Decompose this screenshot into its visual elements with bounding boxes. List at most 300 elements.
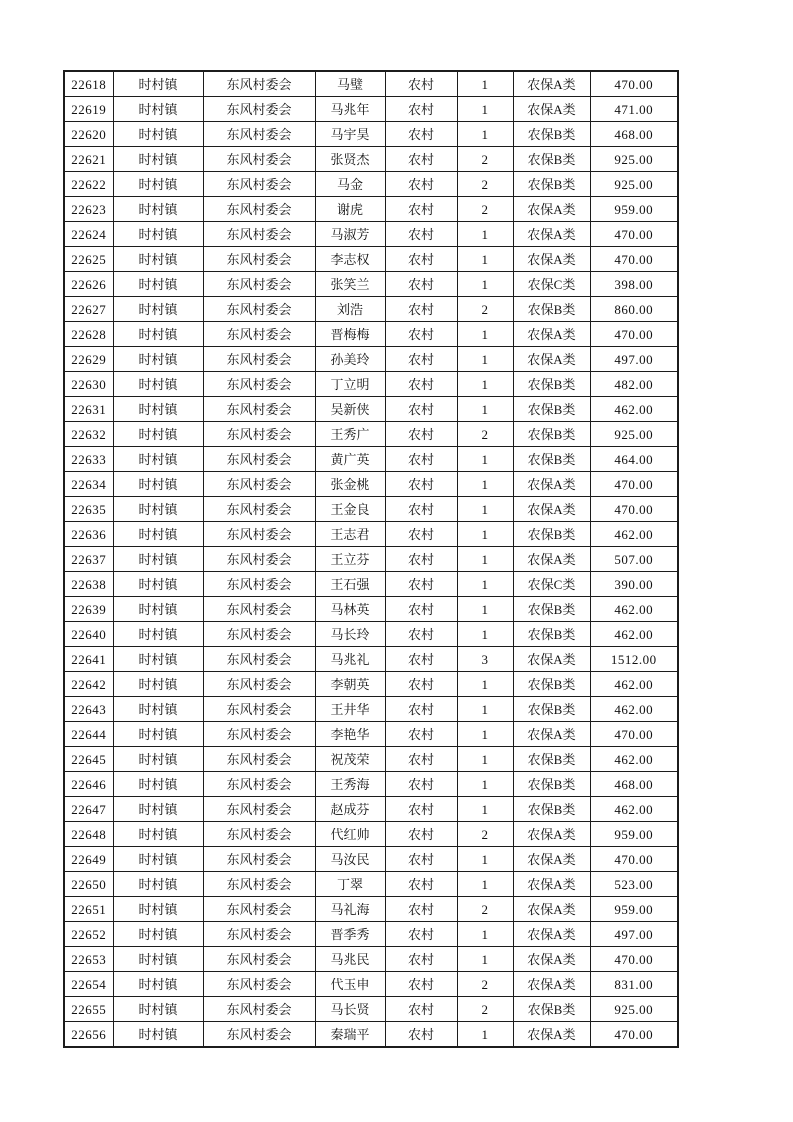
table-cell-town: 时村镇	[113, 672, 203, 697]
table-cell-count: 1	[457, 747, 513, 772]
table-cell-committee: 东风村委会	[203, 372, 315, 397]
table-cell-committee: 东风村委会	[203, 1022, 315, 1048]
table-cell-residence: 农村	[385, 472, 457, 497]
table-cell-residence: 农村	[385, 997, 457, 1022]
table-cell-count: 1	[457, 272, 513, 297]
table-cell-town: 时村镇	[113, 747, 203, 772]
table-cell-residence: 农村	[385, 797, 457, 822]
table-cell-town: 时村镇	[113, 372, 203, 397]
table-cell-id: 22622	[64, 172, 113, 197]
table-row	[64, 147, 678, 172]
table-cell-category: 农保B类	[513, 422, 590, 447]
table-row	[64, 597, 678, 622]
table-cell-residence: 农村	[385, 972, 457, 997]
table-row	[64, 647, 678, 672]
table-body	[64, 71, 678, 1047]
table-cell-committee: 东风村委会	[203, 97, 315, 122]
table-cell-category: 农保B类	[513, 997, 590, 1022]
table-cell-amount: 470.00	[590, 847, 678, 872]
table-cell-committee: 东风村委会	[203, 672, 315, 697]
table-cell-category: 农保B类	[513, 797, 590, 822]
table-cell-id: 22626	[64, 272, 113, 297]
table-cell-name: 马兆年	[315, 97, 385, 122]
table-cell-count: 1	[457, 322, 513, 347]
table-cell-committee: 东风村委会	[203, 722, 315, 747]
table-cell-amount: 523.00	[590, 872, 678, 897]
table-cell-id: 22631	[64, 397, 113, 422]
table-cell-committee: 东风村委会	[203, 122, 315, 147]
table-cell-residence: 农村	[385, 672, 457, 697]
table-cell-name: 马兆礼	[315, 647, 385, 672]
table-cell-count: 1	[457, 572, 513, 597]
table-cell-name: 刘浩	[315, 297, 385, 322]
table-cell-town: 时村镇	[113, 697, 203, 722]
table-row	[64, 922, 678, 947]
table-row	[64, 872, 678, 897]
table-cell-residence: 农村	[385, 71, 457, 97]
table-row	[64, 547, 678, 572]
table-cell-town: 时村镇	[113, 172, 203, 197]
table-cell-count: 1	[457, 497, 513, 522]
table-cell-category: 农保B类	[513, 522, 590, 547]
table-cell-amount: 398.00	[590, 272, 678, 297]
table-row	[64, 222, 678, 247]
table-cell-residence: 农村	[385, 722, 457, 747]
table-cell-residence: 农村	[385, 872, 457, 897]
table-cell-town: 时村镇	[113, 472, 203, 497]
table-cell-town: 时村镇	[113, 722, 203, 747]
table-cell-town: 时村镇	[113, 622, 203, 647]
table-cell-town: 时村镇	[113, 397, 203, 422]
table-cell-id: 22637	[64, 547, 113, 572]
table-cell-category: 农保B类	[513, 772, 590, 797]
table-cell-id: 22627	[64, 297, 113, 322]
table-row	[64, 497, 678, 522]
table-cell-name: 王立芬	[315, 547, 385, 572]
table-cell-town: 时村镇	[113, 822, 203, 847]
table-cell-town: 时村镇	[113, 122, 203, 147]
table-cell-residence: 农村	[385, 447, 457, 472]
table-row	[64, 997, 678, 1022]
table-cell-count: 3	[457, 647, 513, 672]
table-cell-residence: 农村	[385, 422, 457, 447]
table-cell-count: 1	[457, 672, 513, 697]
table-row	[64, 447, 678, 472]
table-cell-category: 农保A类	[513, 847, 590, 872]
table-cell-residence: 农村	[385, 272, 457, 297]
table-cell-count: 1	[457, 397, 513, 422]
table-cell-amount: 925.00	[590, 422, 678, 447]
table-cell-category: 农保A类	[513, 922, 590, 947]
table-cell-residence: 农村	[385, 647, 457, 672]
table-cell-committee: 东风村委会	[203, 272, 315, 297]
table-cell-id: 22634	[64, 472, 113, 497]
table-cell-amount: 464.00	[590, 447, 678, 472]
table-cell-amount: 925.00	[590, 147, 678, 172]
table-cell-name: 马兆民	[315, 947, 385, 972]
table-cell-count: 1	[457, 722, 513, 747]
table-cell-category: 农保A类	[513, 472, 590, 497]
table-cell-category: 农保B类	[513, 672, 590, 697]
table-cell-committee: 东风村委会	[203, 797, 315, 822]
table-cell-count: 2	[457, 822, 513, 847]
table-cell-amount: 468.00	[590, 772, 678, 797]
table-cell-amount: 482.00	[590, 372, 678, 397]
table-cell-count: 1	[457, 472, 513, 497]
table-cell-residence: 农村	[385, 147, 457, 172]
table-cell-id: 22618	[64, 71, 113, 97]
table-cell-category: 农保A类	[513, 872, 590, 897]
table-cell-name: 马宇昊	[315, 122, 385, 147]
table-row	[64, 172, 678, 197]
table-cell-committee: 东风村委会	[203, 522, 315, 547]
table-cell-count: 2	[457, 172, 513, 197]
table-cell-name: 马金	[315, 172, 385, 197]
table-cell-town: 时村镇	[113, 247, 203, 272]
table-cell-category: 农保C类	[513, 572, 590, 597]
table-cell-category: 农保B类	[513, 747, 590, 772]
table-cell-category: 农保A类	[513, 647, 590, 672]
table-cell-count: 1	[457, 847, 513, 872]
table-row	[64, 847, 678, 872]
table-cell-committee: 东风村委会	[203, 172, 315, 197]
table-cell-town: 时村镇	[113, 222, 203, 247]
table-cell-id: 22628	[64, 322, 113, 347]
table-cell-id: 22654	[64, 972, 113, 997]
table-cell-amount: 468.00	[590, 122, 678, 147]
table-row	[64, 422, 678, 447]
table-cell-amount: 470.00	[590, 247, 678, 272]
table-cell-category: 农保B类	[513, 397, 590, 422]
table-cell-committee: 东风村委会	[203, 222, 315, 247]
table-cell-committee: 东风村委会	[203, 647, 315, 672]
table-cell-residence: 农村	[385, 947, 457, 972]
table-cell-committee: 东风村委会	[203, 247, 315, 272]
table-cell-town: 时村镇	[113, 572, 203, 597]
table-cell-town: 时村镇	[113, 522, 203, 547]
table-cell-committee: 东风村委会	[203, 747, 315, 772]
table-cell-name: 李艳华	[315, 722, 385, 747]
table-cell-category: 农保B类	[513, 172, 590, 197]
table-cell-name: 张金桃	[315, 472, 385, 497]
table-cell-category: 农保A类	[513, 347, 590, 372]
table-cell-id: 22648	[64, 822, 113, 847]
table-cell-name: 晋季秀	[315, 922, 385, 947]
table-cell-residence: 农村	[385, 572, 457, 597]
table-cell-amount: 925.00	[590, 172, 678, 197]
table-cell-count: 2	[457, 147, 513, 172]
table-cell-committee: 东风村委会	[203, 972, 315, 997]
table-cell-id: 22653	[64, 947, 113, 972]
table-row	[64, 897, 678, 922]
table-cell-category: 农保A类	[513, 222, 590, 247]
table-cell-town: 时村镇	[113, 497, 203, 522]
table-cell-name: 张贤杰	[315, 147, 385, 172]
table-row	[64, 322, 678, 347]
table-cell-amount: 470.00	[590, 947, 678, 972]
table-cell-committee: 东风村委会	[203, 997, 315, 1022]
table-cell-amount: 860.00	[590, 297, 678, 322]
table-cell-amount: 470.00	[590, 472, 678, 497]
table-cell-name: 李志权	[315, 247, 385, 272]
table-cell-committee: 东风村委会	[203, 547, 315, 572]
table-cell-committee: 东风村委会	[203, 397, 315, 422]
table-cell-committee: 东风村委会	[203, 597, 315, 622]
table-cell-amount: 831.00	[590, 972, 678, 997]
table-cell-amount: 1512.00	[590, 647, 678, 672]
table-cell-count: 2	[457, 972, 513, 997]
table-cell-residence: 农村	[385, 747, 457, 772]
table-cell-town: 时村镇	[113, 447, 203, 472]
table-cell-id: 22624	[64, 222, 113, 247]
table-cell-town: 时村镇	[113, 1022, 203, 1048]
table-cell-amount: 462.00	[590, 797, 678, 822]
table-cell-amount: 959.00	[590, 822, 678, 847]
table-row	[64, 522, 678, 547]
table-cell-category: 农保A类	[513, 71, 590, 97]
table-cell-name: 孙美玲	[315, 347, 385, 372]
table-cell-amount: 470.00	[590, 71, 678, 97]
table-cell-residence: 农村	[385, 297, 457, 322]
table-cell-category: 农保A类	[513, 97, 590, 122]
table-cell-count: 2	[457, 297, 513, 322]
table-cell-residence: 农村	[385, 322, 457, 347]
table-cell-name: 谢虎	[315, 197, 385, 222]
table-cell-count: 1	[457, 697, 513, 722]
table-cell-amount: 462.00	[590, 672, 678, 697]
table-cell-id: 22629	[64, 347, 113, 372]
table-cell-residence: 农村	[385, 497, 457, 522]
table-cell-name: 马淑芳	[315, 222, 385, 247]
table-cell-id: 22635	[64, 497, 113, 522]
table-cell-town: 时村镇	[113, 197, 203, 222]
table-cell-count: 1	[457, 247, 513, 272]
table-cell-residence: 农村	[385, 847, 457, 872]
table-cell-residence: 农村	[385, 122, 457, 147]
table-cell-category: 农保B类	[513, 147, 590, 172]
table-cell-id: 22647	[64, 797, 113, 822]
table-cell-category: 农保A类	[513, 1022, 590, 1048]
table-cell-count: 2	[457, 422, 513, 447]
table-cell-count: 2	[457, 997, 513, 1022]
table-cell-category: 农保A类	[513, 547, 590, 572]
table-cell-category: 农保B类	[513, 447, 590, 472]
table-cell-amount: 462.00	[590, 597, 678, 622]
table-cell-category: 农保A类	[513, 497, 590, 522]
table-cell-name: 王志君	[315, 522, 385, 547]
table-cell-name: 马长玲	[315, 622, 385, 647]
table-cell-count: 1	[457, 447, 513, 472]
table-cell-id: 22652	[64, 922, 113, 947]
table-cell-id: 22632	[64, 422, 113, 447]
table-cell-amount: 497.00	[590, 347, 678, 372]
table-cell-id: 22630	[64, 372, 113, 397]
table-cell-amount: 470.00	[590, 222, 678, 247]
table-cell-name: 张笑兰	[315, 272, 385, 297]
table-cell-count: 1	[457, 547, 513, 572]
table-cell-residence: 农村	[385, 772, 457, 797]
table-cell-count: 1	[457, 922, 513, 947]
table-cell-amount: 462.00	[590, 747, 678, 772]
table-cell-id: 22641	[64, 647, 113, 672]
table-row	[64, 697, 678, 722]
table-cell-count: 1	[457, 622, 513, 647]
table-cell-town: 时村镇	[113, 297, 203, 322]
table-cell-town: 时村镇	[113, 547, 203, 572]
table-cell-id: 22646	[64, 772, 113, 797]
table-cell-town: 时村镇	[113, 322, 203, 347]
table-cell-committee: 东风村委会	[203, 622, 315, 647]
table-cell-id: 22619	[64, 97, 113, 122]
table-cell-committee: 东风村委会	[203, 497, 315, 522]
table-cell-name: 马汝民	[315, 847, 385, 872]
table-cell-id: 22639	[64, 597, 113, 622]
table-cell-name: 马长贤	[315, 997, 385, 1022]
table-cell-town: 时村镇	[113, 872, 203, 897]
table-cell-name: 马璧	[315, 71, 385, 97]
table-row	[64, 797, 678, 822]
table-cell-committee: 东风村委会	[203, 922, 315, 947]
table-cell-residence: 农村	[385, 597, 457, 622]
table-cell-town: 时村镇	[113, 147, 203, 172]
table-cell-committee: 东风村委会	[203, 347, 315, 372]
table-cell-town: 时村镇	[113, 847, 203, 872]
table-cell-residence: 农村	[385, 897, 457, 922]
table-cell-committee: 东风村委会	[203, 847, 315, 872]
table-cell-count: 1	[457, 947, 513, 972]
pension-roster-table	[63, 70, 679, 1048]
table-cell-id: 22636	[64, 522, 113, 547]
table-cell-name: 王金良	[315, 497, 385, 522]
table-cell-committee: 东风村委会	[203, 897, 315, 922]
table-cell-name: 马林英	[315, 597, 385, 622]
table-cell-name: 李朝英	[315, 672, 385, 697]
table-cell-amount: 462.00	[590, 522, 678, 547]
table-cell-id: 22651	[64, 897, 113, 922]
table-cell-residence: 农村	[385, 97, 457, 122]
table-row	[64, 272, 678, 297]
table-cell-name: 吴新侠	[315, 397, 385, 422]
table-cell-committee: 东风村委会	[203, 297, 315, 322]
table-cell-name: 祝茂荣	[315, 747, 385, 772]
table-cell-amount: 462.00	[590, 622, 678, 647]
table-row	[64, 347, 678, 372]
table-cell-name: 王秀海	[315, 772, 385, 797]
table-cell-town: 时村镇	[113, 772, 203, 797]
table-cell-residence: 农村	[385, 222, 457, 247]
table-cell-count: 1	[457, 772, 513, 797]
table-cell-committee: 东风村委会	[203, 872, 315, 897]
table-cell-residence: 农村	[385, 397, 457, 422]
table-row	[64, 197, 678, 222]
table-cell-committee: 东风村委会	[203, 572, 315, 597]
table-cell-count: 1	[457, 347, 513, 372]
table-row	[64, 622, 678, 647]
table-cell-residence: 农村	[385, 822, 457, 847]
table-cell-id: 22633	[64, 447, 113, 472]
table-cell-count: 1	[457, 522, 513, 547]
table-cell-id: 22638	[64, 572, 113, 597]
table-cell-town: 时村镇	[113, 922, 203, 947]
table-cell-id: 22625	[64, 247, 113, 272]
table-cell-name: 秦瑞平	[315, 1022, 385, 1048]
table-cell-count: 1	[457, 372, 513, 397]
table-row	[64, 472, 678, 497]
table-cell-town: 时村镇	[113, 897, 203, 922]
table-cell-amount: 462.00	[590, 397, 678, 422]
table-cell-category: 农保B类	[513, 122, 590, 147]
table-cell-town: 时村镇	[113, 597, 203, 622]
table-cell-amount: 959.00	[590, 197, 678, 222]
table-cell-committee: 东风村委会	[203, 822, 315, 847]
table-cell-category: 农保A类	[513, 322, 590, 347]
table-cell-id: 22649	[64, 847, 113, 872]
table-cell-count: 1	[457, 597, 513, 622]
table-cell-town: 时村镇	[113, 947, 203, 972]
table-cell-count: 1	[457, 872, 513, 897]
table-cell-name: 丁立明	[315, 372, 385, 397]
table-cell-id: 22642	[64, 672, 113, 697]
table-cell-residence: 农村	[385, 622, 457, 647]
table-cell-category: 农保A类	[513, 197, 590, 222]
table-cell-town: 时村镇	[113, 422, 203, 447]
table-cell-residence: 农村	[385, 247, 457, 272]
table-cell-name: 王井华	[315, 697, 385, 722]
table-cell-committee: 东风村委会	[203, 697, 315, 722]
table-cell-amount: 470.00	[590, 322, 678, 347]
table-cell-town: 时村镇	[113, 97, 203, 122]
table-cell-amount: 470.00	[590, 722, 678, 747]
table-cell-committee: 东风村委会	[203, 71, 315, 97]
table-cell-id: 22623	[64, 197, 113, 222]
table-cell-category: 农保C类	[513, 272, 590, 297]
table-cell-committee: 东风村委会	[203, 422, 315, 447]
table-cell-category: 农保B类	[513, 597, 590, 622]
table-cell-id: 22621	[64, 147, 113, 172]
table-row	[64, 672, 678, 697]
table-cell-amount: 497.00	[590, 922, 678, 947]
table-cell-id: 22644	[64, 722, 113, 747]
table-row	[64, 772, 678, 797]
table-cell-count: 1	[457, 1022, 513, 1048]
table-cell-town: 时村镇	[113, 347, 203, 372]
table-cell-committee: 东风村委会	[203, 947, 315, 972]
table-cell-committee: 东风村委会	[203, 472, 315, 497]
table-cell-amount: 462.00	[590, 697, 678, 722]
table-row	[64, 397, 678, 422]
table-cell-town: 时村镇	[113, 997, 203, 1022]
table-cell-category: 农保A类	[513, 972, 590, 997]
table-row	[64, 71, 678, 97]
table-cell-category: 农保B类	[513, 372, 590, 397]
table-cell-count: 2	[457, 197, 513, 222]
table-cell-residence: 农村	[385, 522, 457, 547]
table-cell-count: 1	[457, 797, 513, 822]
table-cell-category: 农保A类	[513, 247, 590, 272]
table-cell-category: 农保A类	[513, 897, 590, 922]
table-cell-name: 王石强	[315, 572, 385, 597]
table-row	[64, 372, 678, 397]
table-cell-category: 农保A类	[513, 947, 590, 972]
table-row	[64, 747, 678, 772]
table-cell-residence: 农村	[385, 697, 457, 722]
table-cell-town: 时村镇	[113, 797, 203, 822]
table-cell-committee: 东风村委会	[203, 447, 315, 472]
table-cell-amount: 470.00	[590, 497, 678, 522]
table-cell-name: 王秀广	[315, 422, 385, 447]
table-cell-name: 丁翠	[315, 872, 385, 897]
table-cell-committee: 东风村委会	[203, 772, 315, 797]
